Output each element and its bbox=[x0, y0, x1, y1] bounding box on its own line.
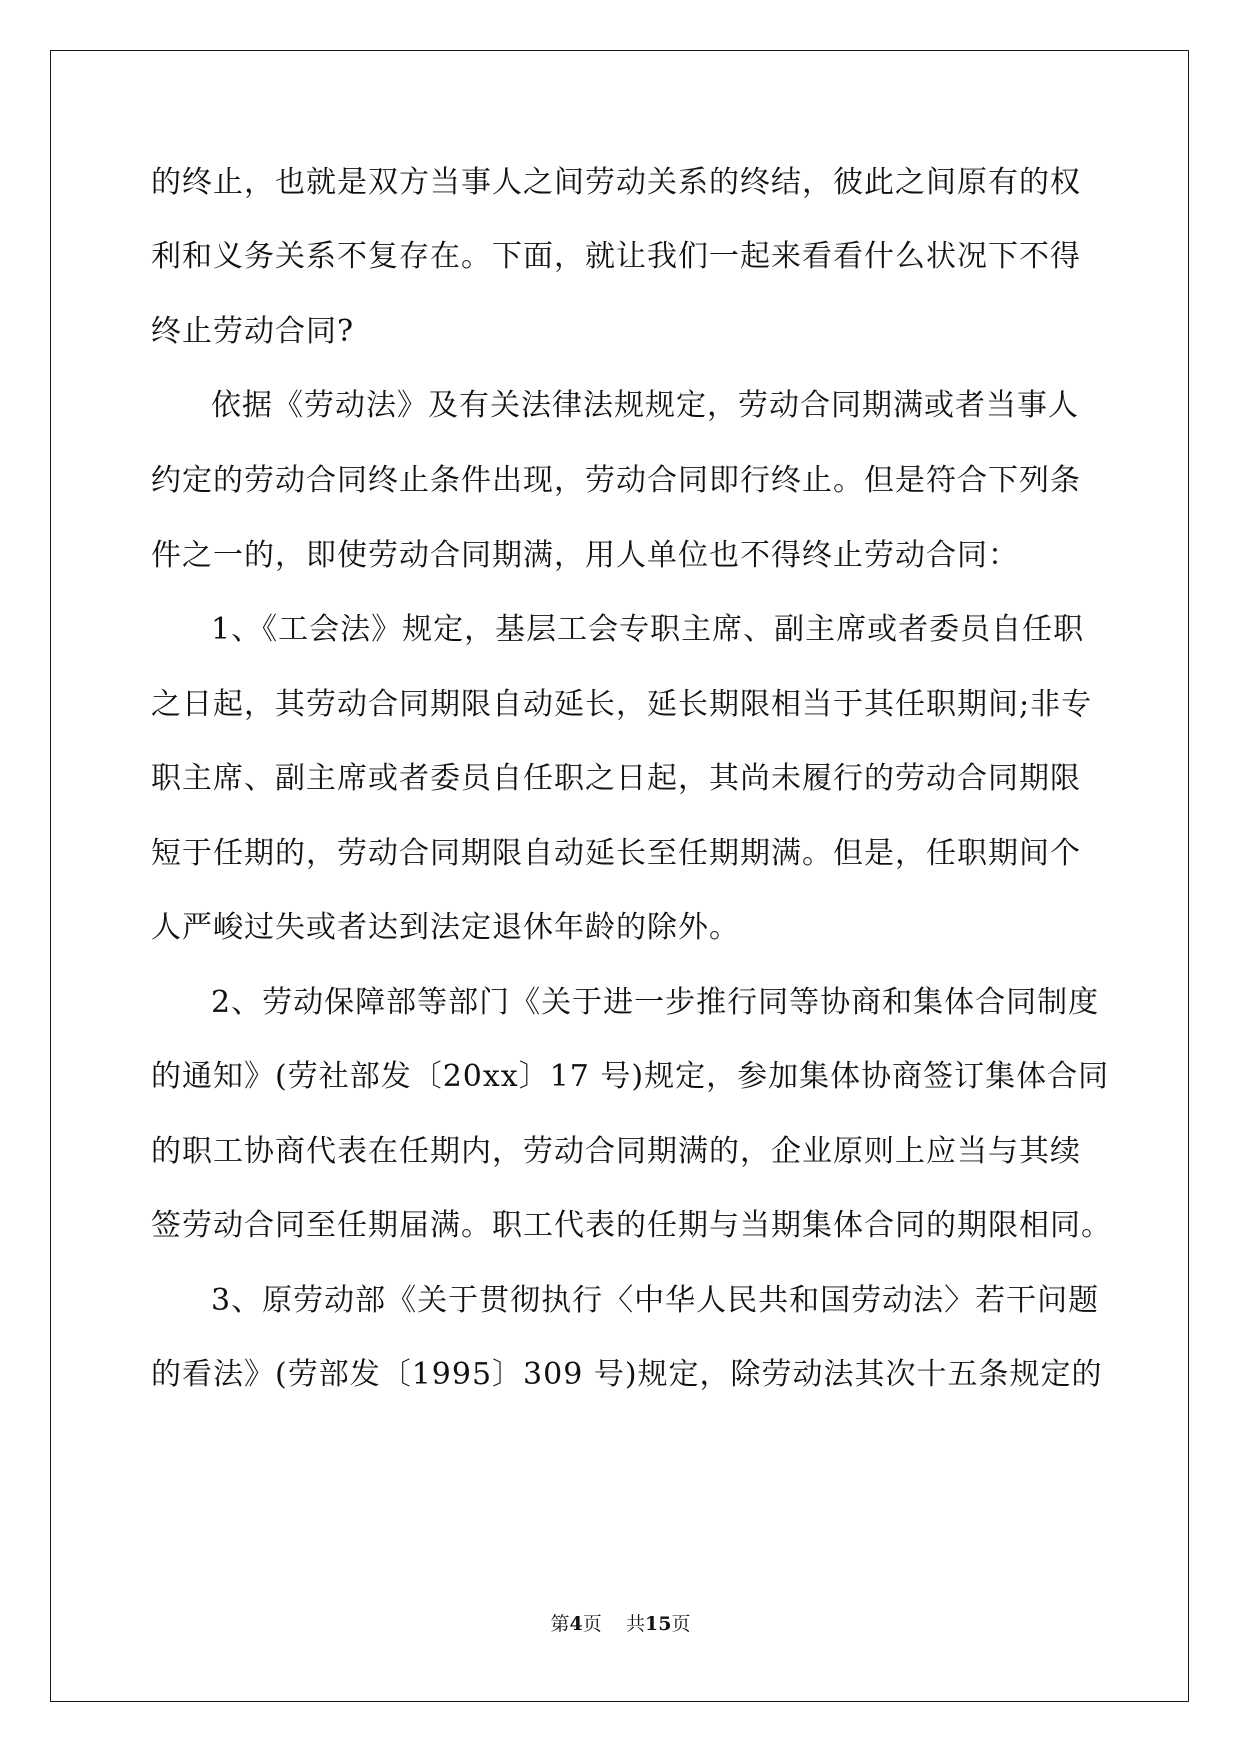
total-suffix: 页 bbox=[671, 1613, 691, 1635]
page-number: 4 bbox=[569, 1613, 583, 1635]
text-line: 职主席、副主席或者委员自任职之日起，其尚未履行的劳动合同期限 bbox=[151, 761, 1081, 796]
paragraph-first-line: 2、劳动保障部等部门《关于进一步推行同等协商和集体合同制度 bbox=[211, 985, 1100, 1020]
text-line: 的看法》(劳部发〔1995〕309 号)规定，除劳动法其次十五条规定的 bbox=[151, 1357, 1103, 1392]
text-line: 约定的劳动合同终止条件出现，劳动合同即行终止。但是符合下列条 bbox=[151, 463, 1081, 498]
text-line: 的终止，也就是双方当事人之间劳动关系的终结，彼此之间原有的权 bbox=[151, 165, 1081, 200]
page-prefix: 第 bbox=[550, 1613, 570, 1635]
text-line: 件之一的，即使劳动合同期满，用人单位也不得终止劳动合同： bbox=[151, 538, 1019, 573]
paragraph-first-line: 1、《工会法》规定，基层工会专职主席、副主席或者委员自任职 bbox=[211, 612, 1085, 647]
text-line: 的通知》(劳社部发〔20xx〕17 号)规定，参加集体协商签订集体合同 bbox=[151, 1059, 1110, 1094]
text-line: 之日起，其劳动合同期限自动延长，延长期限相当于其任职期间;非专 bbox=[151, 687, 1093, 722]
total-pages: 15 bbox=[644, 1613, 672, 1635]
total-prefix: 共 bbox=[625, 1613, 645, 1635]
text-line: 人严峻过失或者达到法定退休年龄的除外。 bbox=[151, 910, 740, 945]
text-line: 利和义务关系不复存在。下面，就让我们一起来看看什么状况下不得 bbox=[151, 239, 1081, 274]
text-line: 签劳动合同至任期届满。职工代表的任期与当期集体合同的期限相同。 bbox=[151, 1208, 1112, 1243]
text-line: 短于任期的，劳动合同期限自动延长至任期期满。但是，任职期间个 bbox=[151, 836, 1081, 871]
paragraph-first-line: 依据《劳动法》及有关法律法规规定，劳动合同期满或者当事人 bbox=[211, 388, 1079, 423]
paragraph-first-line: 3、原劳动部《关于贯彻执行〈中华人民共和国劳动法〉若干问题 bbox=[211, 1283, 1100, 1318]
text-line: 终止劳动合同? bbox=[151, 314, 355, 349]
page-footer bbox=[0, 1612, 1241, 1636]
page-suffix: 页 bbox=[582, 1613, 602, 1635]
text-line: 的职工协商代表在任期内，劳动合同期满的，企业原则上应当与其续 bbox=[151, 1134, 1081, 1169]
